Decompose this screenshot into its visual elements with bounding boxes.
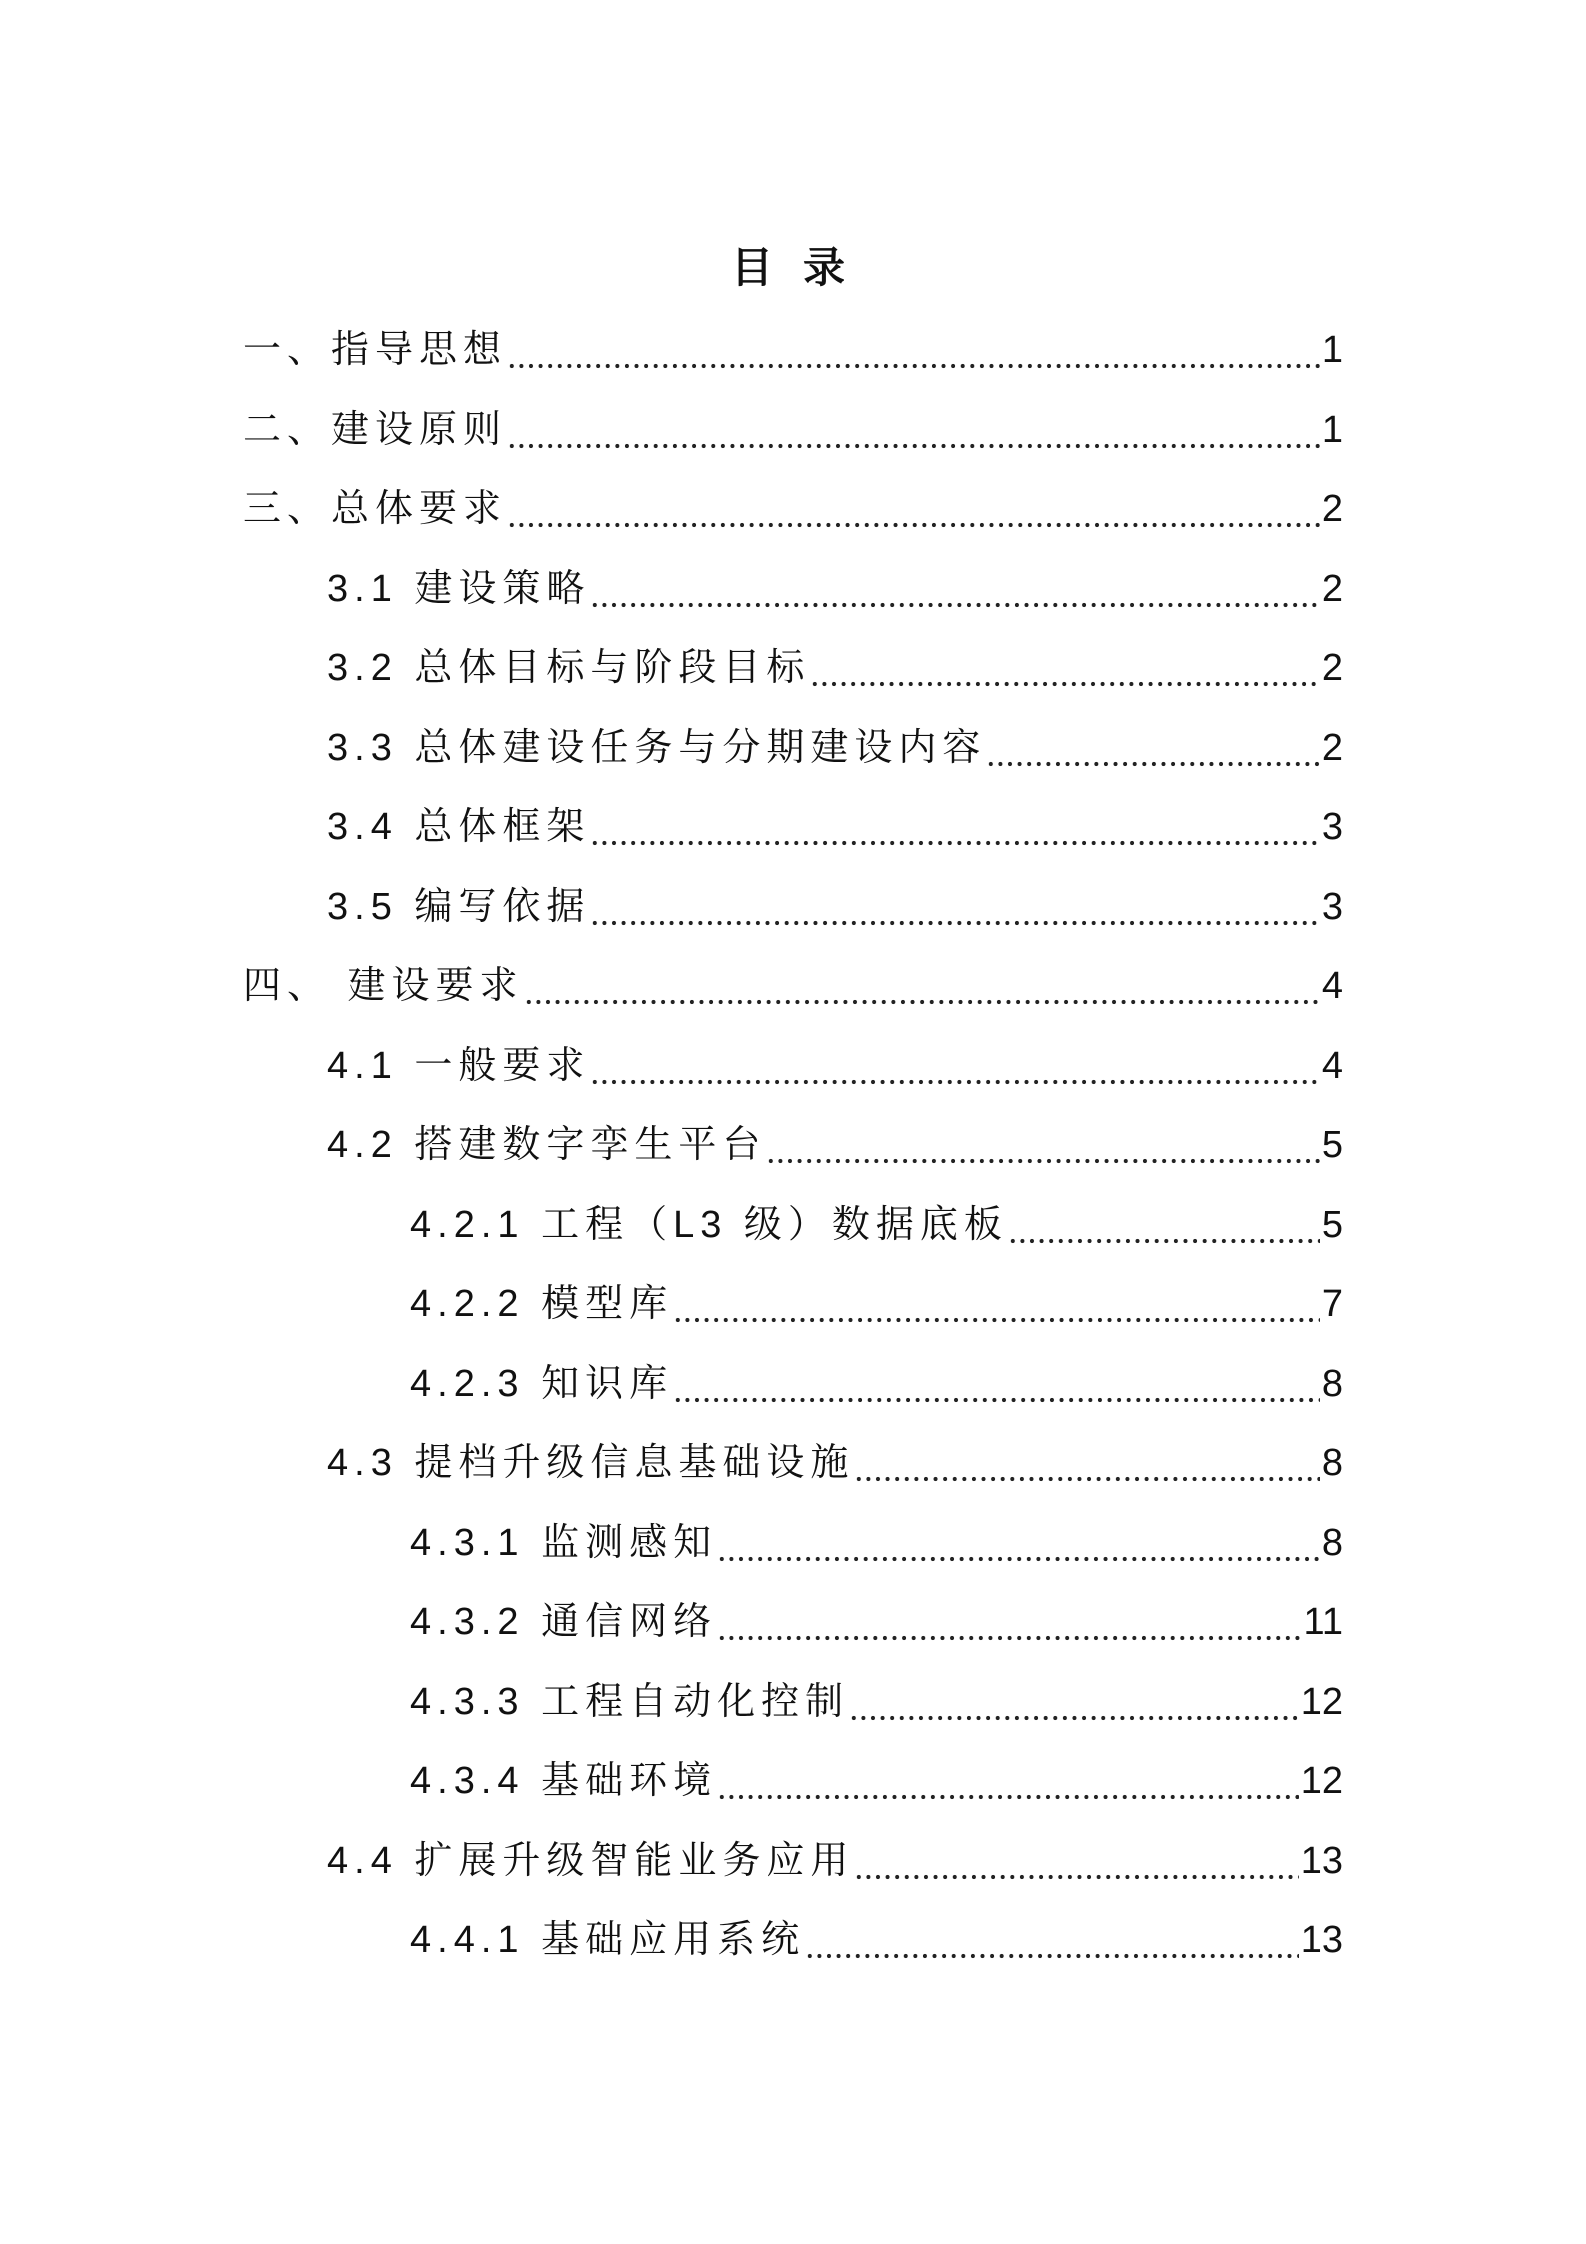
toc-entry[interactable]: [410, 1509, 1343, 1569]
toc-title: 目录: [730, 244, 875, 291]
toc-entry-label: 二、建设原则: [243, 408, 508, 451]
dot-leader: [673, 1278, 1320, 1330]
toc-entry-page: 3: [1321, 806, 1343, 848]
dot-leader: [717, 1596, 1301, 1648]
toc-entry[interactable]: [327, 555, 1343, 615]
toc-entry-page: 3: [1321, 885, 1343, 928]
toc-entry[interactable]: [243, 396, 1343, 456]
dot-leader: [854, 1437, 1319, 1489]
toc-entry-page: 2: [1321, 647, 1343, 689]
dot-leader: [507, 324, 1320, 376]
toc-entry-label: 四、 建设要求: [243, 965, 524, 1007]
toc-entry[interactable]: [327, 714, 1343, 774]
toc-entry-label: 3.5 编写依据: [327, 885, 591, 928]
toc-entry-page: 1: [1321, 408, 1343, 451]
toc-entry-label: 4.3.4 基础环境: [410, 1760, 718, 1802]
toc-entry-page: 4: [1321, 1044, 1343, 1087]
toc-entry[interactable]: [243, 316, 1343, 376]
dot-leader: [507, 483, 1320, 535]
dot-leader: [717, 1755, 1299, 1807]
dot-leader: [810, 642, 1319, 694]
toc-entry[interactable]: [327, 873, 1343, 933]
toc-entry[interactable]: [327, 634, 1343, 694]
toc-entry-label: 4.4.1 基础应用系统: [410, 1919, 806, 1961]
toc-entry-page: 8: [1321, 1362, 1343, 1405]
toc-entry-label: 4.2 搭建数字孪生平台: [327, 1124, 767, 1166]
dot-leader: [673, 1358, 1320, 1410]
toc-entry-page: 13: [1300, 1919, 1343, 1961]
toc-entry[interactable]: [327, 1032, 1343, 1092]
dot-leader: [590, 563, 1319, 615]
toc-entry[interactable]: [410, 1588, 1343, 1648]
toc-entry[interactable]: [243, 475, 1343, 535]
toc-entry-page: 7: [1321, 1283, 1343, 1325]
toc-entry-label: 4.3.2 通信网络: [410, 1601, 718, 1643]
toc-entry-label: 4.2.1 工程（L3 级）数据底板: [410, 1203, 1008, 1246]
dot-leader: [849, 1676, 1299, 1728]
toc-entry-page: 1: [1321, 329, 1343, 371]
toc-entry-page: 11: [1303, 1601, 1343, 1643]
dot-leader: [717, 1517, 1320, 1569]
toc-entry[interactable]: [410, 1270, 1343, 1330]
toc-entry-page: 8: [1321, 1442, 1343, 1484]
toc-entry-label: 3.2 总体目标与阶段目标: [327, 647, 811, 689]
toc-entry-page: 2: [1321, 726, 1343, 769]
toc-entry-label: 3.1 建设策略: [327, 567, 591, 610]
dot-leader: [590, 881, 1319, 933]
toc-entry-page: 4: [1321, 965, 1343, 1007]
toc-entry-label: 3.3 总体建设任务与分期建设内容: [327, 726, 987, 769]
toc-entry-page: 12: [1300, 1680, 1343, 1723]
toc-entry[interactable]: [243, 952, 1343, 1012]
dot-leader: [1008, 1199, 1320, 1251]
dot-leader: [805, 1914, 1299, 1966]
toc-entry-page: 5: [1321, 1124, 1343, 1166]
dot-leader: [854, 1835, 1298, 1887]
toc-entry-label: 4.4 扩展升级智能业务应用: [327, 1839, 855, 1882]
toc-entry-page: 13: [1300, 1839, 1343, 1882]
toc-entry[interactable]: [327, 1827, 1343, 1887]
toc-entry-page: 2: [1321, 488, 1343, 530]
toc-entry[interactable]: [410, 1906, 1343, 1966]
toc-entry-label: 三、总体要求: [243, 488, 508, 530]
dot-leader: [986, 722, 1319, 774]
toc-entry[interactable]: [410, 1668, 1343, 1728]
toc-entry-label: 4.3.3 工程自动化控制: [410, 1680, 850, 1723]
toc-entry[interactable]: [410, 1350, 1343, 1410]
toc-entry[interactable]: [327, 1429, 1343, 1489]
toc-entry[interactable]: [410, 1191, 1343, 1251]
toc-entry-page: 8: [1321, 1521, 1343, 1564]
toc-entry-label: 3.4 总体框架: [327, 806, 591, 848]
toc-entry-label: 4.2.3 知识库: [410, 1362, 674, 1405]
toc-entry[interactable]: [410, 1747, 1343, 1807]
dot-leader: [590, 801, 1319, 853]
dot-leader: [524, 960, 1320, 1012]
toc-entry-page: 2: [1321, 567, 1343, 610]
toc-entry-label: 4.1 一般要求: [327, 1044, 591, 1087]
toc-entry-label: 4.3 提档升级信息基础设施: [327, 1442, 855, 1484]
dot-leader: [507, 404, 1320, 456]
toc-entry-label: 一、指导思想: [243, 329, 508, 371]
toc-entry-label: 4.2.2 模型库: [410, 1283, 674, 1325]
toc-entry-page: 5: [1321, 1203, 1343, 1246]
toc-entry-label: 4.3.1 监测感知: [410, 1521, 718, 1564]
dot-leader: [590, 1040, 1319, 1092]
toc-entry[interactable]: [327, 1111, 1343, 1171]
dot-leader: [766, 1119, 1319, 1171]
toc-entry-page: 12: [1300, 1760, 1343, 1802]
toc-entry[interactable]: [327, 793, 1343, 853]
